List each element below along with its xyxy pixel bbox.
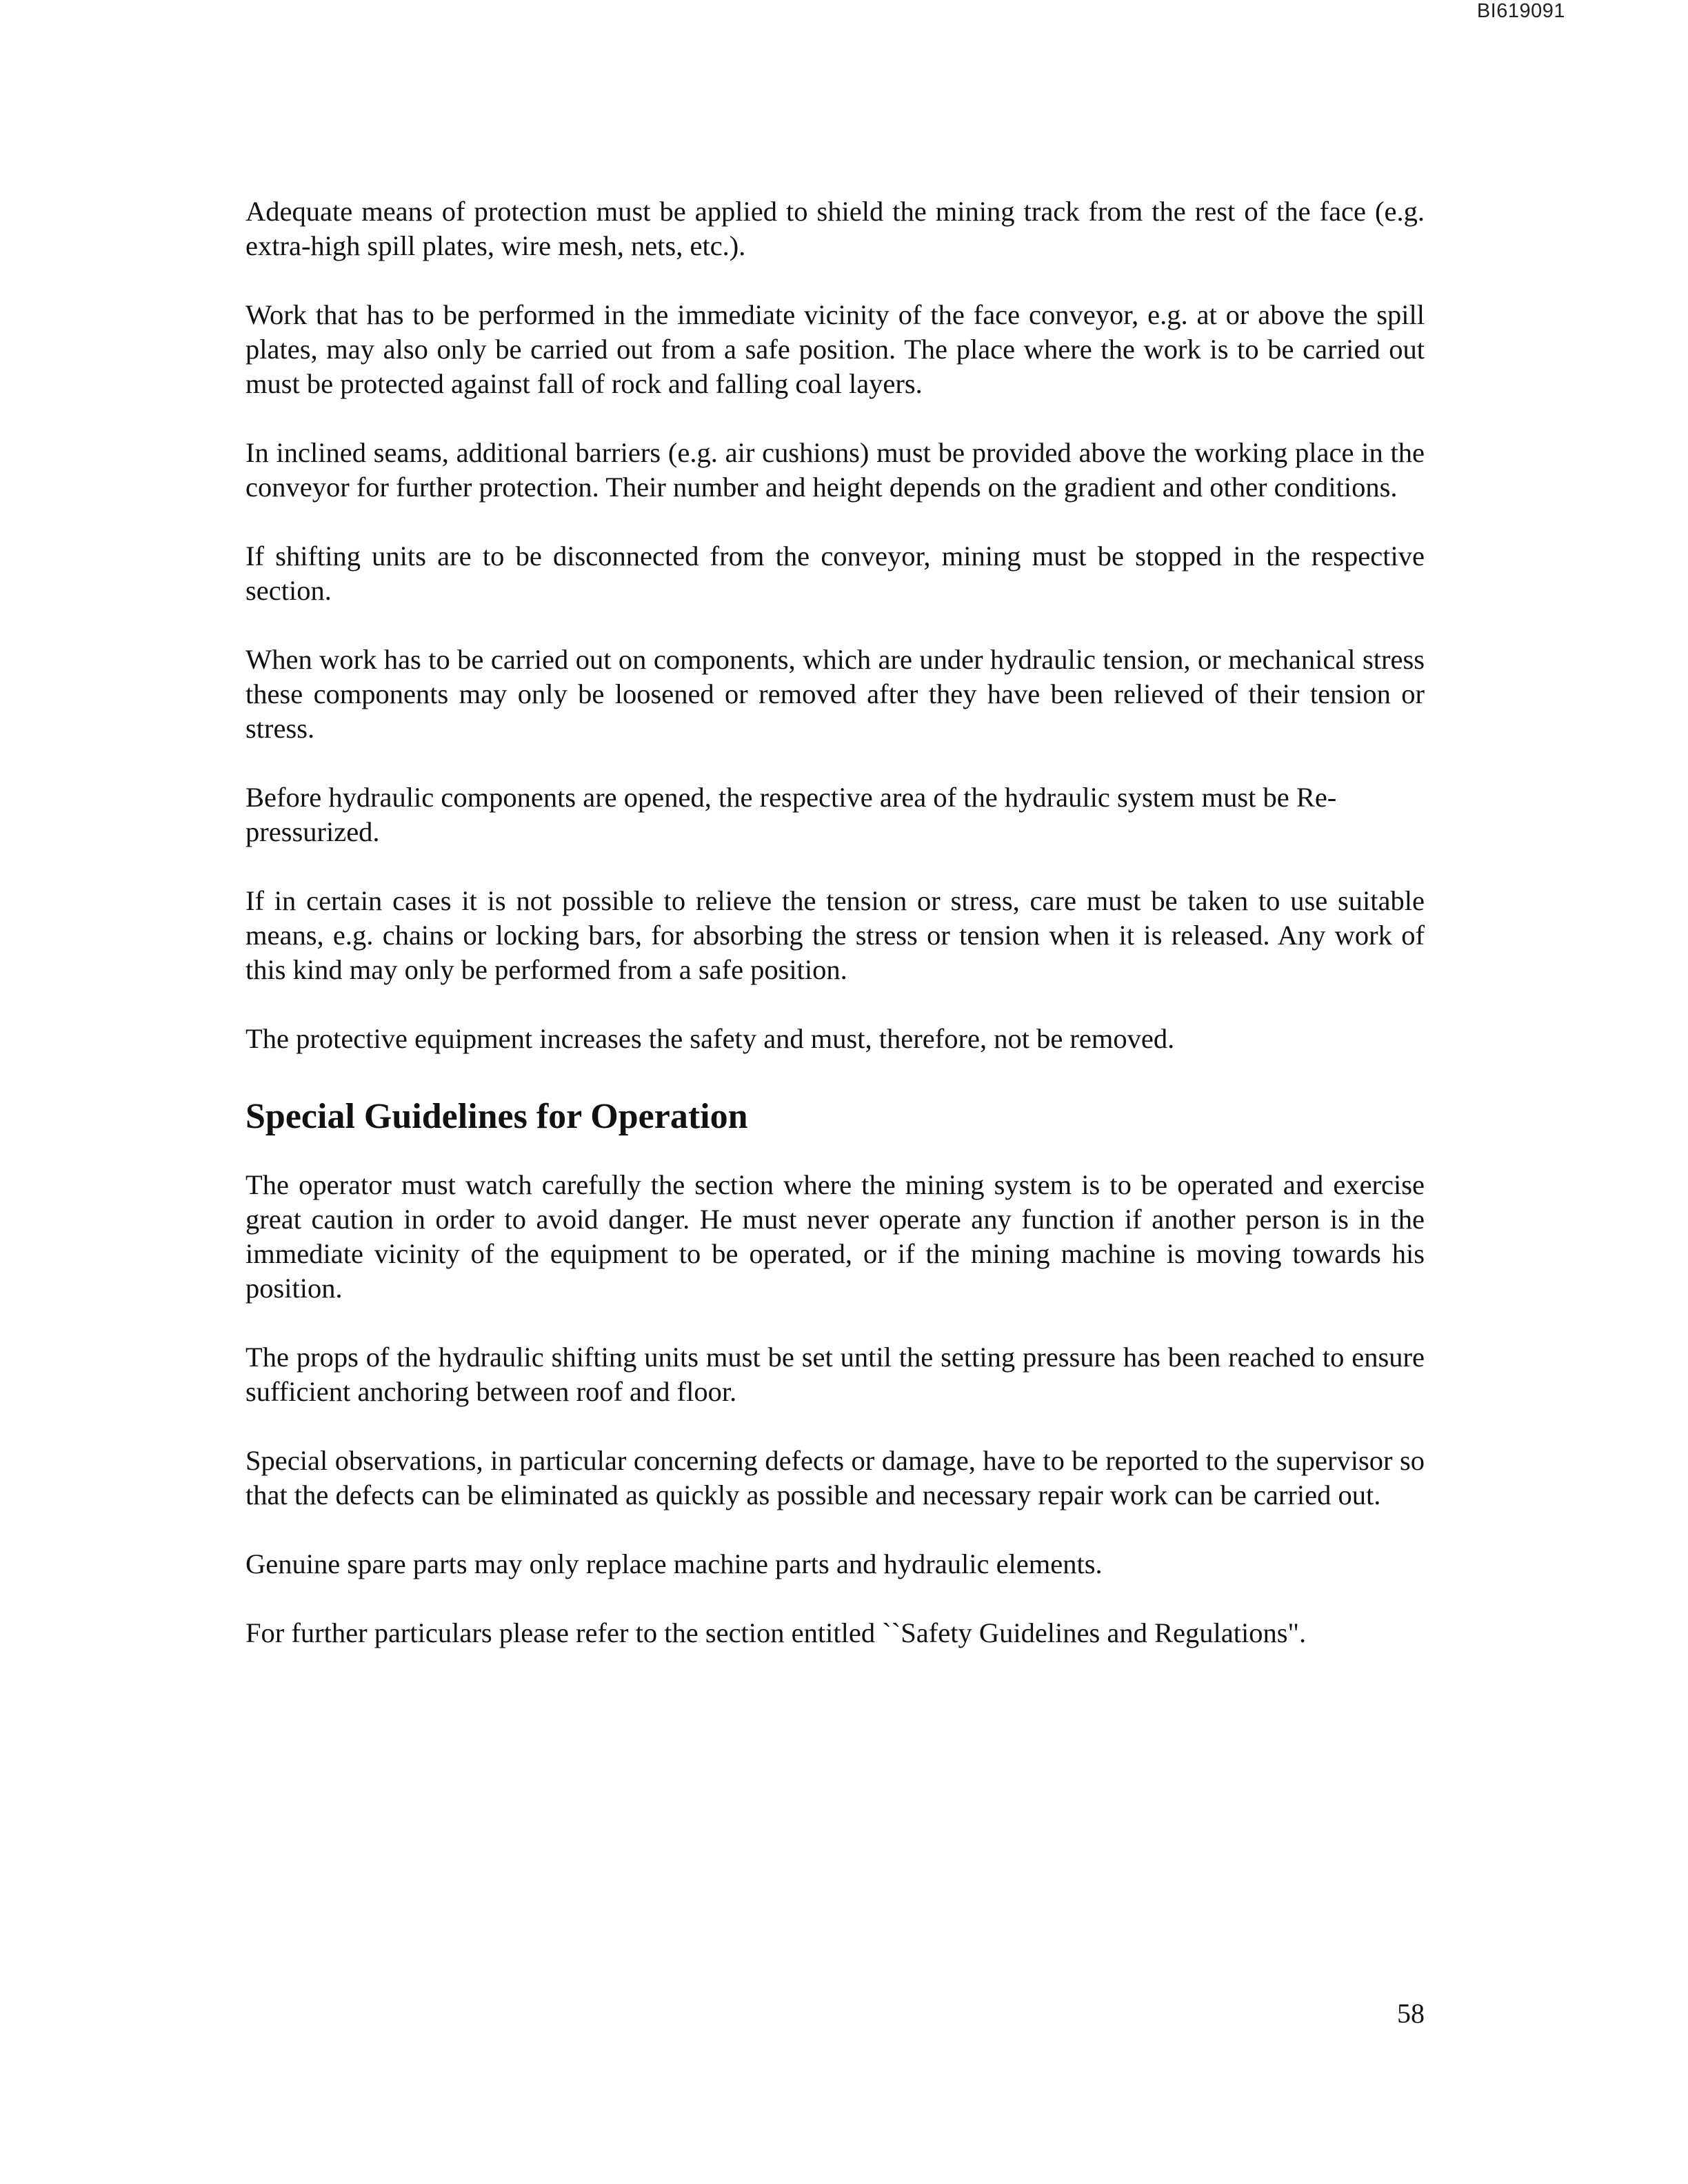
section-heading: Special Guidelines for Operation: [245, 1097, 748, 1136]
paragraph-hydraulic-components: Before hydraulic components are opened, the respective area of the hydraulic system must be Re-pressurized.: [245, 782, 1337, 847]
document-id: BI619091: [1476, 0, 1565, 22]
page-number: 58: [1397, 1998, 1425, 2029]
paragraph-props-setting: The props of the hydraulic shifting units must be set until the setting pressure has been reached to ensure sufficient anchoring between roof and floor.: [245, 1342, 1425, 1407]
paragraph-further-particulars: For further particulars please refer to the section entitled ``Safety Guidelines and Regulations".: [245, 1617, 1307, 1648]
page-content: [245, 194, 1425, 1685]
paragraph-operator-watch: The operator must watch carefully the section where the mining system is to be operated and exercise great caution in order to avoid danger. He must never operate any function if another person is in the immediate vicinity of the equipment to be operated, or if the mining machine is moving towards his position.: [245, 1169, 1425, 1304]
paragraph-special-observations: Special observations, in particular concerning defects or damage, have to be reported to the supervisor so that the defects can be eliminated as quickly as possible and necessary repair work can be carried out.: [245, 1445, 1425, 1510]
paragraph-protective-equipment: The protective equipment increases the safety and must, therefore, not be removed.: [245, 1023, 1175, 1054]
paragraph-relieve-tension: If in certain cases it is not possible to relieve the tension or stress, care must be taken to use suitable means, e.g. chains or locking bars, for absorbing the stress or tension when it is released. Any work of this kind may only be performed from a safe position.: [245, 885, 1425, 985]
paragraph-spare-parts: Genuine spare parts may only replace machine parts and hydraulic elements.: [245, 1548, 1103, 1579]
paragraph-face-conveyor-work: Work that has to be performed in the immediate vicinity of the face conveyor, e.g. at or above the spill plates, may also only be carried out from a safe position. The place where the work is to be carried out must be protected against fall of rock and falling coal layers.: [245, 299, 1425, 399]
paragraph-protection-means: Adequate means of protection must be applied to shield the mining track from the rest of the face (e.g. extra-high spill plates, wire mesh, nets, etc.).: [245, 196, 1425, 261]
paragraph-hydraulic-tension: When work has to be carried out on components, which are under hydraulic tension, or mechanical stress these components may only be loosened or removed after they have been relieved of their tension or stress.: [245, 644, 1425, 744]
paragraph-inclined-seams: In inclined seams, additional barriers (e.g. air cushions) must be provided above the working place in the conveyor for further protection. Their number and height depends on the gradient and other conditions.: [245, 437, 1425, 503]
paragraph-shifting-units: If shifting units are to be disconnected from the conveyor, mining must be stopped in the respective section.: [245, 540, 1425, 606]
